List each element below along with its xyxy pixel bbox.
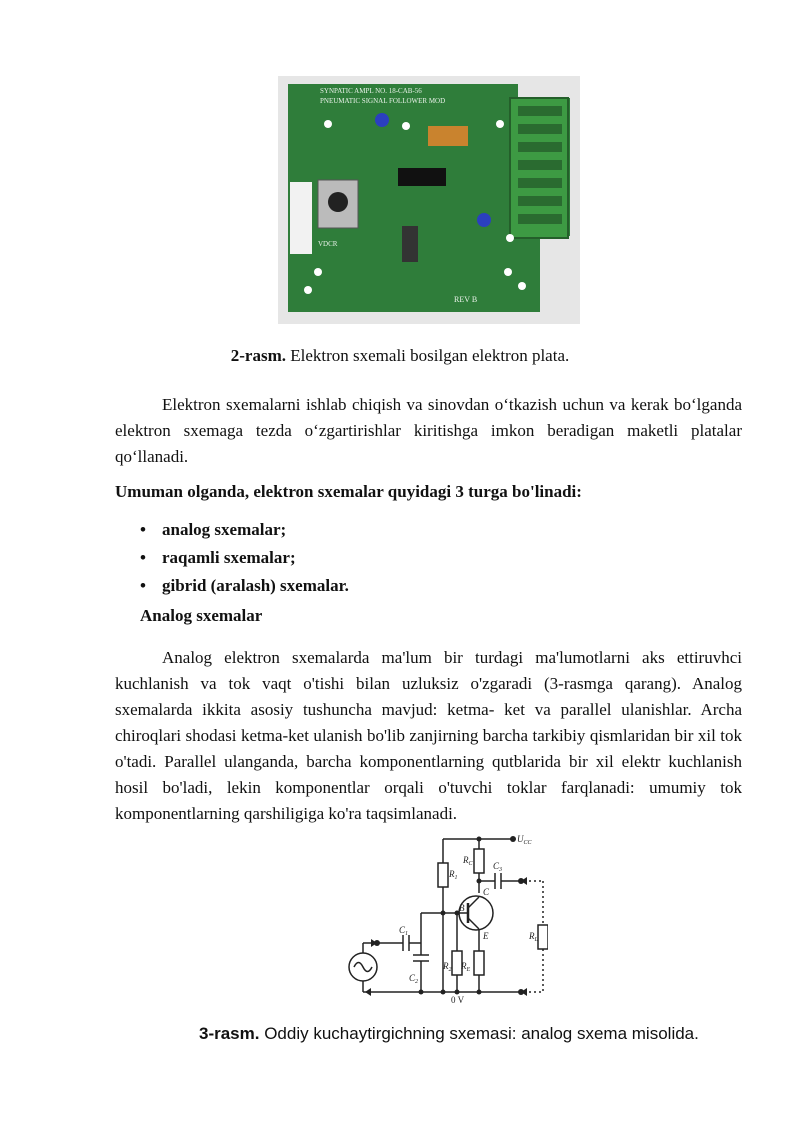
- caption-label: 3-rasm.: [199, 1024, 260, 1043]
- list-item: • raqamli sxemalar;: [140, 544, 349, 572]
- list-item: • gibrid (aralash) sxemalar.: [140, 572, 349, 600]
- label-c2: $C_2$: [409, 973, 419, 985]
- board-label-4: REV B: [454, 295, 478, 304]
- section-heading: Umuman olganda, elektron sxemalar quyidagi 3 turga bo'linadi:: [115, 482, 582, 501]
- label-e: E: [483, 931, 489, 941]
- label-ground: 0 V: [451, 995, 465, 1004]
- list-item: • analog sxemalar;: [140, 516, 349, 544]
- caption-text: Oddiy kuchaytirgichning sxemasi: analog sxema misolida.: [259, 1024, 699, 1043]
- label-r2: $R_2$: [443, 961, 452, 973]
- label-rc: $R_C$: [463, 855, 473, 867]
- label-re: $R_E$: [461, 961, 471, 973]
- board-label-1: SYNPATIC AMPL NO. 18-CAB-56: [320, 87, 422, 95]
- label-ucc: $U_{CC}$: [517, 834, 532, 846]
- caption-text: Elektron sxemali bosilgan elektron plata.: [285, 346, 570, 365]
- board-label-2: PNEUMATIC SIGNAL FOLLOWER MOD: [320, 97, 446, 105]
- figure-caption-2: [0, 345, 800, 367]
- label-c: C: [483, 887, 490, 897]
- label-c3: $C_3$: [493, 861, 503, 873]
- amplifier-schematic: [333, 829, 548, 1004]
- paragraph: Analog elektron sxemalarda ma'lum bir turdagi ma'lumotlarni aks ettiruvhci kuchlanish va tok vaqt o'tishi bilan uzluksiz o'zgaradi (3-rasmga qarang). Analog sxemalarda ikkita asosiy tushuncha mavjud: ketma- ket va parallel ulanishlar. Archa chiroqlari shodasi ketma-ket ulanish bo'lib zanjirning barcha tarkibiy qismlaridan bir xil tok o'tadi. Parallel ulanganda, barcha komponentlarning qutblarida bir xil elektr kuchlanish hosil bo'ladi, lekin komponentlar orqali o'tuvchi toklar farqlanadi: umumiy tok komponentlarning qarshiligiga ko'ra taqsimlanadi.: [115, 648, 742, 823]
- pcb-photo: [278, 76, 580, 324]
- paragraph: Elektron sxemalarni ishlab chiqish va sinovdan o‘tkazish uchun va kerak bo‘lganda elektron sxemaga tezda o‘zgartirishlar kiritishga imkon beradigan maketli platalar qo‘llanadi.: [115, 395, 742, 466]
- label-b: B: [459, 903, 465, 913]
- label-rl: $R_L$: [529, 931, 538, 943]
- subheading: Analog sxemalar: [140, 606, 263, 625]
- figure-caption-3: [199, 1023, 699, 1045]
- board-label-3: VDCR: [318, 240, 338, 248]
- label-c1: $C_1$: [399, 925, 409, 937]
- label-r1: $R_1$: [449, 869, 458, 881]
- bullet-list: [140, 516, 349, 600]
- caption-label: 2-rasm.: [230, 346, 286, 365]
